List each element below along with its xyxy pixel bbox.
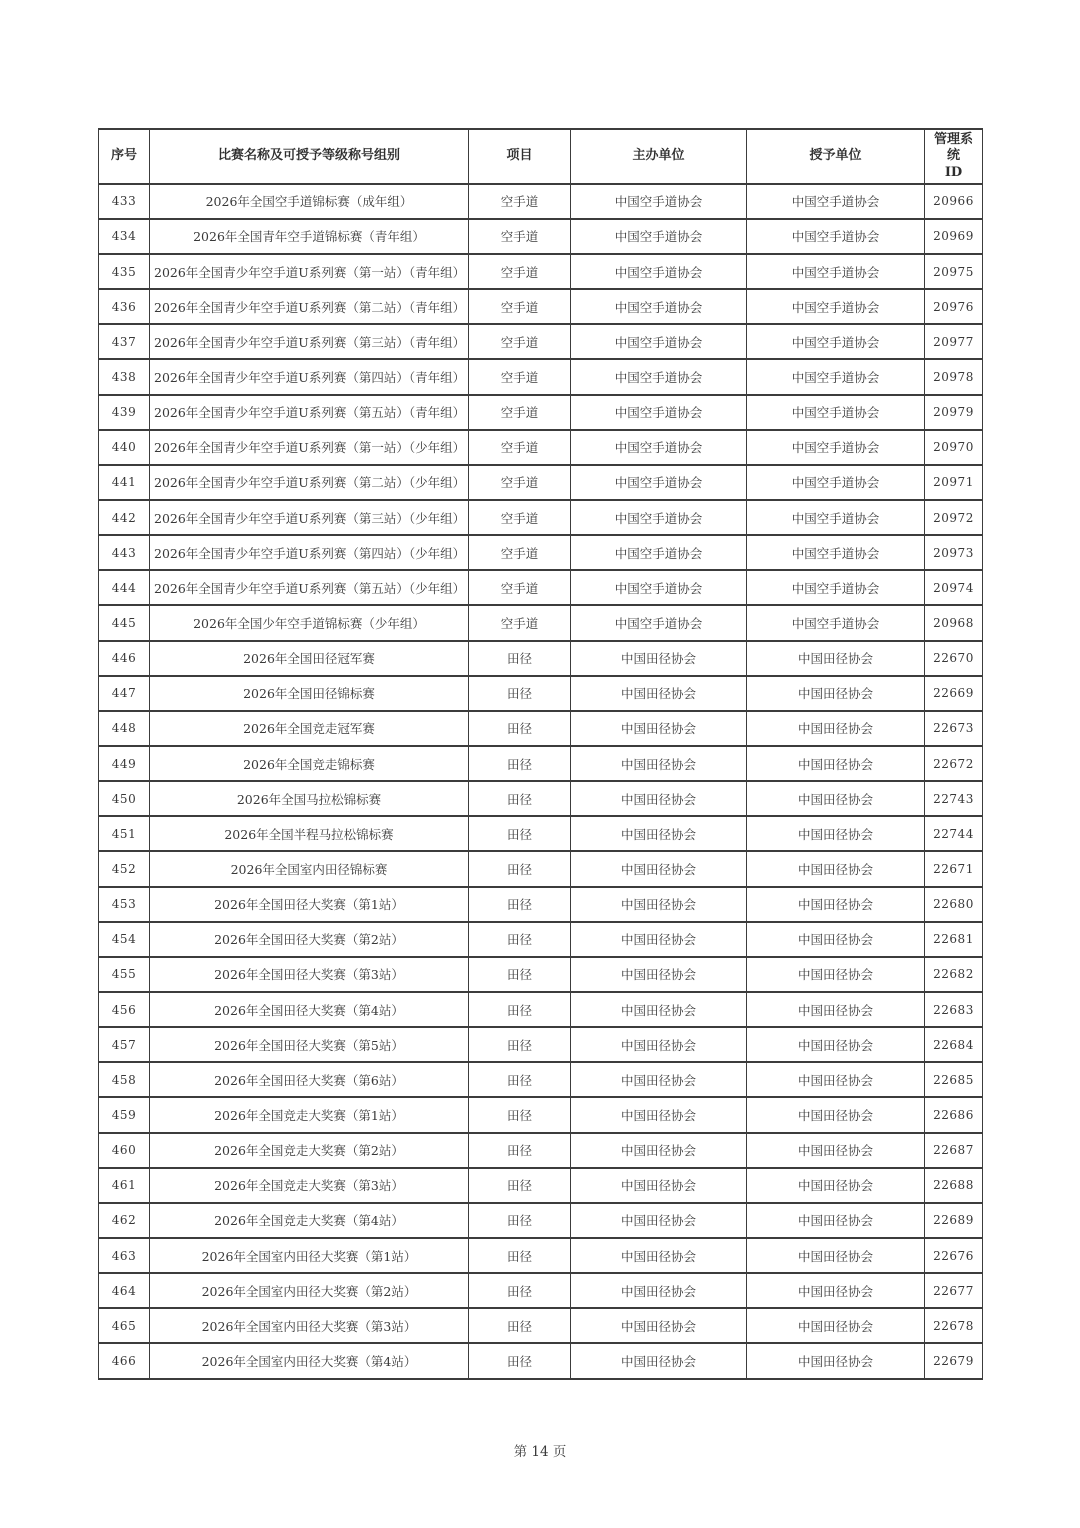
- cell-name: 2026年全国竞走冠军赛: [150, 711, 469, 746]
- cell-no: 466: [99, 1343, 150, 1378]
- cell-organizer: 中国田径协会: [571, 1097, 747, 1132]
- cell-sport: 空手道: [469, 289, 571, 324]
- cell-organizer: 中国空手道协会: [571, 605, 747, 640]
- cell-organizer: 中国空手道协会: [571, 535, 747, 570]
- cell-id: 22672: [925, 746, 983, 781]
- table-row: [99, 1133, 983, 1168]
- cell-sport: 田径: [469, 781, 571, 816]
- cell-organizer: 中国空手道协会: [571, 359, 747, 394]
- cell-no: 441: [99, 465, 150, 500]
- cell-name: 2026年全国青少年空手道U系列赛（第三站）（少年组）: [150, 500, 469, 535]
- cell-awarder: 中国田径协会: [747, 781, 925, 816]
- cell-sport: 田径: [469, 1308, 571, 1343]
- cell-organizer: 中国田径协会: [571, 676, 747, 711]
- cell-organizer: 中国田径协会: [571, 1273, 747, 1308]
- cell-no: 463: [99, 1238, 150, 1273]
- competitions-table: [98, 128, 983, 1380]
- table-row: [99, 957, 983, 992]
- cell-name: 2026年全国青年空手道锦标赛（青年组）: [150, 219, 469, 254]
- cell-sport: 空手道: [469, 465, 571, 500]
- table-row: [99, 641, 983, 676]
- cell-name: 2026年全国田径大奖赛（第4站）: [150, 992, 469, 1027]
- table-row: [99, 184, 983, 219]
- cell-name: 2026年全国青少年空手道U系列赛（第一站）（青年组）: [150, 254, 469, 289]
- cell-sport: 田径: [469, 1133, 571, 1168]
- cell-sport: 田径: [469, 1062, 571, 1097]
- cell-no: 452: [99, 851, 150, 886]
- table-row: [99, 1308, 983, 1343]
- cell-organizer: 中国田径协会: [571, 781, 747, 816]
- cell-awarder: 中国空手道协会: [747, 570, 925, 605]
- table-row: [99, 1168, 983, 1203]
- cell-no: 451: [99, 816, 150, 851]
- cell-id: 22680: [925, 887, 983, 922]
- cell-awarder: 中国田径协会: [747, 1027, 925, 1062]
- table-header-row: [99, 129, 983, 184]
- cell-sport: 空手道: [469, 184, 571, 219]
- cell-awarder: 中国田径协会: [747, 887, 925, 922]
- cell-id: 22684: [925, 1027, 983, 1062]
- cell-id: 22673: [925, 711, 983, 746]
- cell-awarder: 中国空手道协会: [747, 184, 925, 219]
- cell-awarder: 中国空手道协会: [747, 254, 925, 289]
- cell-sport: 田径: [469, 1238, 571, 1273]
- col-header-organizer: 主办单位: [571, 129, 747, 184]
- cell-id: 22687: [925, 1133, 983, 1168]
- cell-sport: 田径: [469, 922, 571, 957]
- cell-sport: 田径: [469, 992, 571, 1027]
- cell-organizer: 中国田径协会: [571, 1062, 747, 1097]
- cell-awarder: 中国田径协会: [747, 1273, 925, 1308]
- cell-awarder: 中国空手道协会: [747, 605, 925, 640]
- table-row: [99, 1027, 983, 1062]
- cell-name: 2026年全国青少年空手道U系列赛（第一站）（少年组）: [150, 430, 469, 465]
- cell-organizer: 中国空手道协会: [571, 219, 747, 254]
- table-body: [99, 184, 983, 1379]
- cell-name: 2026年全国竞走大奖赛（第2站）: [150, 1133, 469, 1168]
- cell-id: 22671: [925, 851, 983, 886]
- cell-organizer: 中国田径协会: [571, 746, 747, 781]
- cell-sport: 空手道: [469, 254, 571, 289]
- cell-no: 444: [99, 570, 150, 605]
- cell-id: 20966: [925, 184, 983, 219]
- cell-awarder: 中国田径协会: [747, 676, 925, 711]
- cell-no: 459: [99, 1097, 150, 1132]
- cell-organizer: 中国田径协会: [571, 922, 747, 957]
- cell-sport: 田径: [469, 1343, 571, 1378]
- cell-id: 20977: [925, 324, 983, 359]
- cell-organizer: 中国田径协会: [571, 1343, 747, 1378]
- cell-name: 2026年全国空手道锦标赛（成年组）: [150, 184, 469, 219]
- cell-awarder: 中国田径协会: [747, 1203, 925, 1238]
- cell-organizer: 中国空手道协会: [571, 254, 747, 289]
- cell-no: 454: [99, 922, 150, 957]
- cell-no: 464: [99, 1273, 150, 1308]
- cell-sport: 田径: [469, 711, 571, 746]
- table-row: [99, 992, 983, 1027]
- cell-sport: 田径: [469, 746, 571, 781]
- cell-id: 20971: [925, 465, 983, 500]
- cell-no: 435: [99, 254, 150, 289]
- cell-id: 22683: [925, 992, 983, 1027]
- cell-no: 436: [99, 289, 150, 324]
- cell-sport: 空手道: [469, 430, 571, 465]
- cell-name: 2026年全国青少年空手道U系列赛（第二站）（青年组）: [150, 289, 469, 324]
- cell-awarder: 中国田径协会: [747, 1062, 925, 1097]
- cell-name: 2026年全国田径大奖赛（第1站）: [150, 887, 469, 922]
- cell-no: 448: [99, 711, 150, 746]
- cell-no: 439: [99, 395, 150, 430]
- col-header-name: 比赛名称及可授予等级称号组别: [150, 129, 469, 184]
- cell-name: 2026年全国竞走大奖赛（第4站）: [150, 1203, 469, 1238]
- cell-name: 2026年全国竞走大奖赛（第1站）: [150, 1097, 469, 1132]
- table-row: [99, 781, 983, 816]
- cell-name: 2026年全国青少年空手道U系列赛（第三站）（青年组）: [150, 324, 469, 359]
- cell-name: 2026年全国室内田径大奖赛（第3站）: [150, 1308, 469, 1343]
- cell-sport: 田径: [469, 887, 571, 922]
- cell-id: 20972: [925, 500, 983, 535]
- cell-no: 437: [99, 324, 150, 359]
- cell-sport: 空手道: [469, 395, 571, 430]
- cell-name: 2026年全国青少年空手道U系列赛（第五站）（青年组）: [150, 395, 469, 430]
- table-row: [99, 570, 983, 605]
- cell-no: 442: [99, 500, 150, 535]
- cell-name: 2026年全国田径冠军赛: [150, 641, 469, 676]
- cell-name: 2026年全国马拉松锦标赛: [150, 781, 469, 816]
- cell-id: 22686: [925, 1097, 983, 1132]
- cell-id: 20976: [925, 289, 983, 324]
- cell-sport: 空手道: [469, 535, 571, 570]
- cell-awarder: 中国田径协会: [747, 816, 925, 851]
- cell-awarder: 中国空手道协会: [747, 395, 925, 430]
- cell-name: 2026年全国室内田径大奖赛（第1站）: [150, 1238, 469, 1273]
- cell-awarder: 中国田径协会: [747, 851, 925, 886]
- cell-id: 20975: [925, 254, 983, 289]
- cell-sport: 田径: [469, 676, 571, 711]
- cell-id: 22676: [925, 1238, 983, 1273]
- cell-id: 20970: [925, 430, 983, 465]
- cell-no: 450: [99, 781, 150, 816]
- table-row: [99, 535, 983, 570]
- cell-awarder: 中国田径协会: [747, 1238, 925, 1273]
- cell-id: 22681: [925, 922, 983, 957]
- cell-id: 22677: [925, 1273, 983, 1308]
- table-row: [99, 1203, 983, 1238]
- cell-id: 22744: [925, 816, 983, 851]
- cell-id: 20979: [925, 395, 983, 430]
- cell-awarder: 中国空手道协会: [747, 359, 925, 394]
- cell-organizer: 中国空手道协会: [571, 500, 747, 535]
- col-header-no: 序号: [99, 129, 150, 184]
- table-row: [99, 1238, 983, 1273]
- cell-awarder: 中国田径协会: [747, 1343, 925, 1378]
- cell-name: 2026年全国田径锦标赛: [150, 676, 469, 711]
- cell-no: 440: [99, 430, 150, 465]
- col-header-sport: 项目: [469, 129, 571, 184]
- cell-organizer: 中国田径协会: [571, 887, 747, 922]
- cell-awarder: 中国田径协会: [747, 957, 925, 992]
- cell-no: 461: [99, 1168, 150, 1203]
- cell-sport: 田径: [469, 1203, 571, 1238]
- cell-organizer: 中国田径协会: [571, 851, 747, 886]
- cell-awarder: 中国田径协会: [747, 992, 925, 1027]
- table-row: [99, 500, 983, 535]
- cell-id: 22670: [925, 641, 983, 676]
- table-row: [99, 922, 983, 957]
- cell-organizer: 中国田径协会: [571, 1308, 747, 1343]
- cell-awarder: 中国田径协会: [747, 1308, 925, 1343]
- cell-sport: 空手道: [469, 359, 571, 394]
- cell-no: 456: [99, 992, 150, 1027]
- col-header-id: [925, 129, 983, 184]
- cell-awarder: 中国田径协会: [747, 1097, 925, 1132]
- cell-organizer: 中国田径协会: [571, 641, 747, 676]
- cell-organizer: 中国田径协会: [571, 816, 747, 851]
- cell-sport: 空手道: [469, 500, 571, 535]
- cell-sport: 田径: [469, 816, 571, 851]
- cell-sport: 田径: [469, 1273, 571, 1308]
- table-row: [99, 711, 983, 746]
- cell-awarder: 中国空手道协会: [747, 219, 925, 254]
- cell-awarder: 中国田径协会: [747, 1133, 925, 1168]
- cell-name: 2026年全国田径大奖赛（第2站）: [150, 922, 469, 957]
- cell-no: 460: [99, 1133, 150, 1168]
- table-row: [99, 289, 983, 324]
- cell-sport: 空手道: [469, 219, 571, 254]
- cell-awarder: 中国空手道协会: [747, 430, 925, 465]
- col-header-awarder: 授予单位: [747, 129, 925, 184]
- table-row: [99, 676, 983, 711]
- cell-organizer: 中国田径协会: [571, 992, 747, 1027]
- cell-no: 449: [99, 746, 150, 781]
- cell-organizer: 中国田径协会: [571, 711, 747, 746]
- table-row: [99, 605, 983, 640]
- table-row: [99, 887, 983, 922]
- table-row: [99, 395, 983, 430]
- cell-awarder: 中国空手道协会: [747, 324, 925, 359]
- page-footer: 第 14 页: [513, 1444, 567, 1460]
- cell-name: 2026年全国室内田径大奖赛（第4站）: [150, 1343, 469, 1378]
- table-row: [99, 324, 983, 359]
- table-row: [99, 851, 983, 886]
- table-row: [99, 746, 983, 781]
- cell-organizer: 中国空手道协会: [571, 324, 747, 359]
- cell-organizer: 中国空手道协会: [571, 430, 747, 465]
- cell-sport: 田径: [469, 641, 571, 676]
- cell-no: 465: [99, 1308, 150, 1343]
- cell-name: 2026年全国青少年空手道U系列赛（第四站）（青年组）: [150, 359, 469, 394]
- cell-sport: 田径: [469, 1027, 571, 1062]
- cell-name: 2026年全国田径大奖赛（第3站）: [150, 957, 469, 992]
- cell-name: 2026年全国少年空手道锦标赛（少年组）: [150, 605, 469, 640]
- cell-awarder: 中国田径协会: [747, 1168, 925, 1203]
- cell-organizer: 中国空手道协会: [571, 184, 747, 219]
- cell-name: 2026年全国室内田径大奖赛（第2站）: [150, 1273, 469, 1308]
- cell-no: 443: [99, 535, 150, 570]
- cell-id: 22669: [925, 676, 983, 711]
- cell-organizer: 中国空手道协会: [571, 395, 747, 430]
- cell-sport: 空手道: [469, 324, 571, 359]
- cell-organizer: 中国田径协会: [571, 1203, 747, 1238]
- cell-organizer: 中国空手道协会: [571, 465, 747, 500]
- table-row: [99, 359, 983, 394]
- cell-no: 455: [99, 957, 150, 992]
- cell-id: 22688: [925, 1168, 983, 1203]
- cell-id: 20968: [925, 605, 983, 640]
- cell-awarder: 中国田径协会: [747, 711, 925, 746]
- cell-name: 2026年全国青少年空手道U系列赛（第二站）（少年组）: [150, 465, 469, 500]
- cell-organizer: 中国田径协会: [571, 957, 747, 992]
- cell-no: 433: [99, 184, 150, 219]
- cell-no: 434: [99, 219, 150, 254]
- cell-awarder: 中国田径协会: [747, 746, 925, 781]
- table-row: [99, 1273, 983, 1308]
- cell-sport: 空手道: [469, 605, 571, 640]
- col-header-id-line2: ID: [944, 164, 963, 180]
- cell-awarder: 中国田径协会: [747, 641, 925, 676]
- cell-id: 22685: [925, 1062, 983, 1097]
- table-row: [99, 1343, 983, 1378]
- cell-awarder: 中国空手道协会: [747, 535, 925, 570]
- cell-id: 22679: [925, 1343, 983, 1378]
- table-row: [99, 1062, 983, 1097]
- cell-id: 20969: [925, 219, 983, 254]
- cell-no: 446: [99, 641, 150, 676]
- cell-no: 458: [99, 1062, 150, 1097]
- table-row: [99, 816, 983, 851]
- cell-organizer: 中国田径协会: [571, 1168, 747, 1203]
- cell-awarder: 中国空手道协会: [747, 465, 925, 500]
- cell-name: 2026年全国青少年空手道U系列赛（第四站）（少年组）: [150, 535, 469, 570]
- table-row: [99, 219, 983, 254]
- cell-name: 2026年全国竞走大奖赛（第3站）: [150, 1168, 469, 1203]
- cell-id: 22682: [925, 957, 983, 992]
- cell-id: 20978: [925, 359, 983, 394]
- cell-awarder: 中国空手道协会: [747, 500, 925, 535]
- cell-id: 22689: [925, 1203, 983, 1238]
- cell-name: 2026年全国室内田径锦标赛: [150, 851, 469, 886]
- table-row: [99, 465, 983, 500]
- cell-no: 453: [99, 887, 150, 922]
- cell-no: 438: [99, 359, 150, 394]
- cell-sport: 田径: [469, 1097, 571, 1132]
- cell-id: 22743: [925, 781, 983, 816]
- col-header-id-line1: 管理系统: [933, 132, 973, 164]
- cell-no: 457: [99, 1027, 150, 1062]
- cell-no: 447: [99, 676, 150, 711]
- cell-organizer: 中国田径协会: [571, 1027, 747, 1062]
- cell-name: 2026年全国半程马拉松锦标赛: [150, 816, 469, 851]
- cell-sport: 田径: [469, 851, 571, 886]
- table-row: [99, 430, 983, 465]
- cell-no: 462: [99, 1203, 150, 1238]
- cell-name: 2026年全国田径大奖赛（第5站）: [150, 1027, 469, 1062]
- cell-name: 2026年全国田径大奖赛（第6站）: [150, 1062, 469, 1097]
- table-row: [99, 254, 983, 289]
- cell-organizer: 中国田径协会: [571, 1133, 747, 1168]
- table-row: [99, 1097, 983, 1132]
- cell-organizer: 中国空手道协会: [571, 289, 747, 324]
- cell-name: 2026年全国青少年空手道U系列赛（第五站）（少年组）: [150, 570, 469, 605]
- cell-awarder: 中国空手道协会: [747, 289, 925, 324]
- cell-sport: 田径: [469, 1168, 571, 1203]
- cell-id: 22678: [925, 1308, 983, 1343]
- cell-sport: 空手道: [469, 570, 571, 605]
- cell-name: 2026年全国竞走锦标赛: [150, 746, 469, 781]
- cell-sport: 田径: [469, 957, 571, 992]
- cell-organizer: 中国空手道协会: [571, 570, 747, 605]
- cell-organizer: 中国田径协会: [571, 1238, 747, 1273]
- cell-id: 20974: [925, 570, 983, 605]
- cell-id: 20973: [925, 535, 983, 570]
- cell-no: 445: [99, 605, 150, 640]
- cell-awarder: 中国田径协会: [747, 922, 925, 957]
